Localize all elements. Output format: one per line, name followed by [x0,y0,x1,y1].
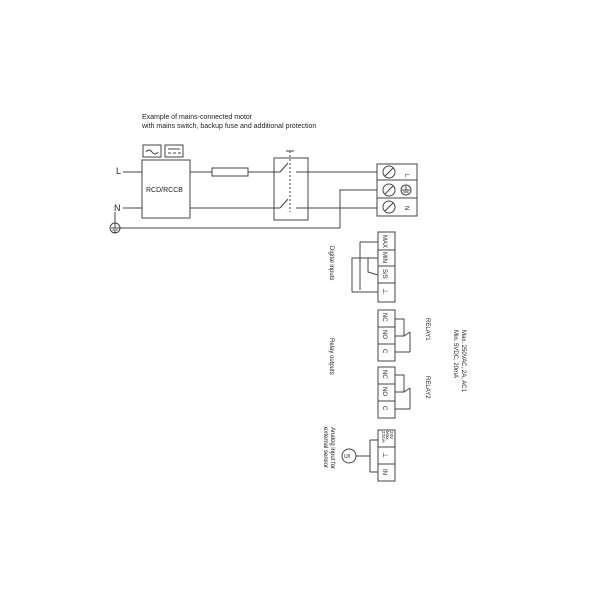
relay-spec-dc: Min. 5VDC, 20mA [452,330,458,379]
relay2-nc: NC [381,370,387,379]
relay-spec-ac: Max. 250VAC, 2A, AC1 [460,330,466,392]
analog-in-label: IN [381,469,387,475]
main-switch-box [274,158,308,220]
fuse [212,168,248,176]
analog-input-title-2: external sensor [322,427,328,469]
terminal-min: MIN [381,252,387,263]
terminal-screw-icon [383,166,395,213]
caption-line-1: Example of mains-connected motor [142,114,253,121]
relay1-label: RELAY1 [424,318,430,341]
caption-line-2: with mains switch, backup fuse and additional protection [142,123,317,130]
relay1-nc: NC [381,313,387,322]
terminal-ss: S/S [381,269,387,279]
motor-terminal-n-label: N [403,206,409,211]
line-l-label: L [116,166,122,176]
analog-input-title-1: Analog input for [329,427,335,470]
analog-gnd-label: ⊥ [381,452,388,459]
terminal-gnd-digital: ⊥ [381,288,388,295]
dc-symbol-box [165,145,183,157]
relay2-c: C [381,406,387,411]
relay2-label: RELAY2 [424,376,430,399]
motor-terminal-l-label: L [403,174,409,178]
digital-inputs-title: Digital inputs [328,246,334,281]
line-n-label: N [114,203,121,213]
relay1-no: NO [381,330,387,339]
earth-ground-icon [110,222,120,233]
relay1-c: C [381,349,387,354]
relay-outputs-title: Relay outputs [328,338,334,375]
ac-wave-icon [146,150,158,154]
sensor-label: U/I [344,454,351,460]
earth-terminal-icon [401,185,411,195]
terminal-max: MAX [381,235,387,249]
ac-symbol-box [143,145,161,157]
rcd-label: RCD/RCCB [146,187,183,194]
analog-24v-label: 24V Max. 22mA [381,431,394,443]
relay2-no: NO [381,387,387,396]
